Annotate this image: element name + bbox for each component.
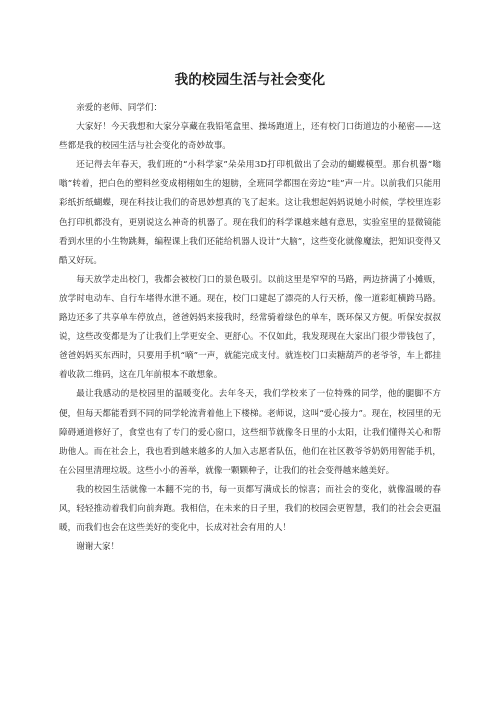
paragraph-1: 大家好！今天我想和大家分享藏在我铅笔盒里、操场跑道上，还有校门口街道边的小秘密——这些都是我的校园生活与社会变化的奇妙故事。 [59,122,441,152]
document-title: 我的校园生活与社会变化 [174,72,326,88]
document-body [59,99,441,557]
closing: 谢谢大家！ [76,542,120,553]
paragraph-4: 最让我感动的是校园里的温暖变化。去年冬天，我们学校来了一位特殊的同学，他的腿脚不方便，但每天都能看到不同的同学轮流背着他上下楼梯。老师说，这叫“爱心接力”。现在，校园里的无障碍通道修好了，食堂也有了专门的爱心窗口，这些细节就像冬日里的小太阳，让我们懂得关心和帮助他人。而在社会上，我也看到越来越多的人加入志愿者队伍，他们在社区教爷爷奶奶用智能手机，在公园里清理垃圾。这些小小的善举，就像一颗颗种子，让我们的社会变得越来越美好。 [59,389,441,476]
paragraph-3: 每天放学走出校门，我都会被校门口的景色吸引。以前这里是窄窄的马路，两边挤满了小摊贩，放学时电动车、自行车堵得水泄不通。现在，校门口建起了漂亮的人行天桥，像一道彩虹横跨马路。路边还多了共享单车停放点，爸爸妈妈来接我时，经常骑着绿色的单车，既环保又方便。听保安叔叔说，这些改变都是为了让我们上学更安全、更舒心。不仅如此，我发现现在大家出门很少带钱包了，爸爸妈妈买东西时，只要用手机“嘀”一声，就能完成支付。就连校门口卖糖葫芦的老爷爷，车上都挂着收款二维码，这在几年前根本不敢想象。 [59,274,441,381]
paragraph-5: 我的校园生活就像一本翻不完的书，每一页都写满成长的惊喜；而社会的变化，就像温暖的春风，轻轻推动着我们向前奔跑。我相信，在未来的日子里，我们的校园会更智慧，我们的社会会更温暖，而我们也会在这些美好的变化中，长成对社会有用的人！ [59,484,441,534]
salutation: 亲爱的老师、同学们： [76,103,163,113]
paragraph-2: 还记得去年春天，我们班的“小科学家”朵朵用3D打印机做出了会动的蝴蝶模型。那台机器“嗡嗡”转着，把白色的塑料丝变成栩栩如生的翅膀，全班同学都围在旁边“哇”声一片。以前我们只能用彩纸折纸蝴蝶，现在科技让我们的奇思妙想真的飞了起来。这让我想起妈妈说她小时候，学校里连彩色打印机都没有，更别说这么神奇的机器了。现在我们的科学课越来越有意思，实验室里的显微镜能看到水里的小生物跳舞，编程课上我们还能给机器人设计“大脑”，这些变化就像魔法，把知识变得又酷又好玩。 [59,160,441,266]
